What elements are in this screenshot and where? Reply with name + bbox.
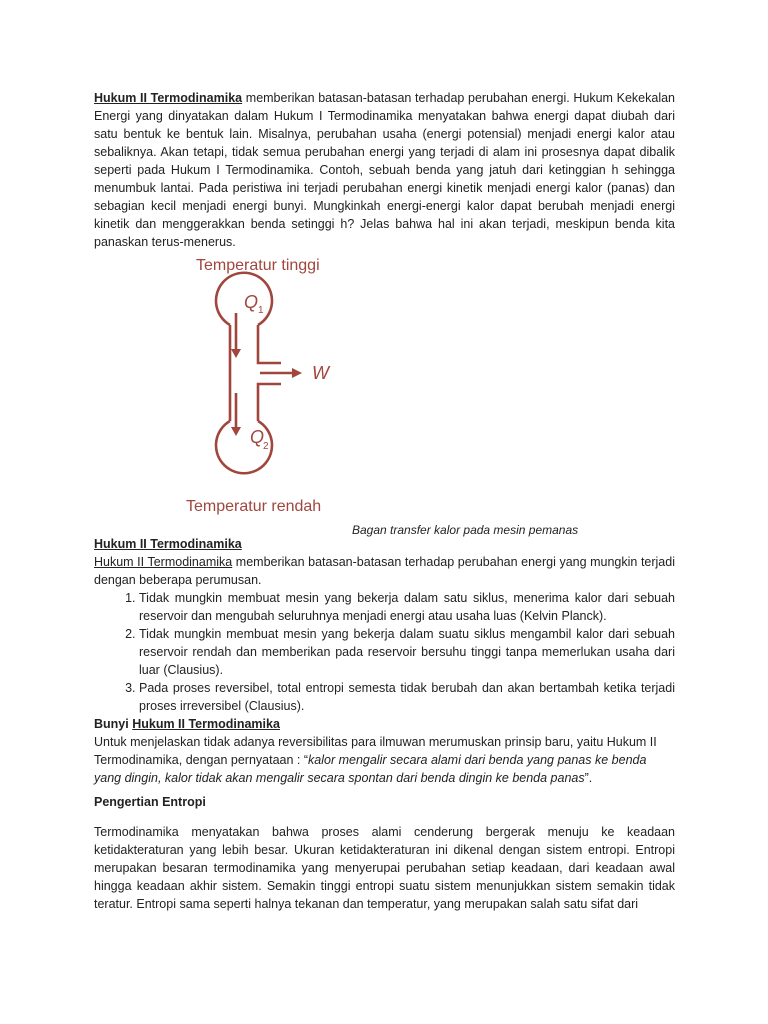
section3-heading: Pengertian Entropi [94, 795, 206, 809]
pipe-right-lower [258, 384, 281, 421]
intro-text: memberikan batasan-batasan terhadap perubahan energi. Hukum Kekekalan Energi yang dinyatakan dalam Hukum I Termodinamika menyatakan bahwa energi dapat diubah dari satu bentuk ke bentuk lain. Misalnya, perubahan usaha (energi potensial) menjadi energi kalor atau sebaliknya. Akan tetapi, tidak semua perubahan energi yang terjadi di alam ini prosesnya dapat dibalik seperti pada Hukum I Termodinamika. Contoh, sebuah benda yang jatuh dari ketinggian h sehingga menumbuk lantai. Pada peristiwa ini terjadi perubahan energi kinetik menjadi energi kalor (panas) dan sebagian kecil menjadi energi bunyi. Mungkinkah energi-energi kalor dapat berubah menjadi energi kinetik dan menggerakkan benda setinggi h? Jelas bahwa hal ini akan terjadi, meskipun benda kita panaskan terus-menerus. [94, 91, 675, 249]
intro-paragraph [94, 89, 675, 251]
section1-link[interactable]: Hukum II Termodinamika [94, 555, 233, 569]
pipe-right-upper [258, 325, 281, 363]
section1-list [94, 589, 675, 715]
q1-label: Q [244, 292, 259, 312]
section1-heading[interactable]: Hukum II Termodinamika [94, 537, 242, 551]
section2-heading [94, 715, 675, 733]
q2-label: Q [250, 427, 265, 447]
diagram-caption: Bagan transfer kalor pada mesin pemanas [352, 523, 579, 537]
top-label: Temperatur tinggi [196, 257, 320, 274]
q2-sub: 2 [263, 441, 269, 452]
work-arrowhead-icon [292, 368, 302, 378]
section2-heading-link[interactable]: Hukum II Termodinamika [132, 717, 280, 731]
bottom-label: Temperatur rendah [186, 498, 322, 515]
section1-text: memberikan batasan-batasan terhadap perubahan energi yang mungkin terjadi dengan beberapa perumusan. [94, 555, 675, 587]
heat-engine-diagram [94, 253, 675, 535]
section3-paragraph: Termodinamika menyatakan bahwa proses alami cenderung bergerak menuju ke keadaan ketidakteraturan yang lebih besar. Ukuran ketidakteraturan ini dikenal dengan sistem entropi. Entropi merupakan besaran termodinamika yang menyerupai perubahan setiap keadaan, dari keadaan awal hingga keadaan akhir sistem. Semakin tinggi entropi suatu sistem menunjukkan sistem semakin tidak teratur. Entropi sama seperti halnya tekanan dan temperatur, yang merupakan salah satu sifat dari [94, 825, 675, 911]
q2-arrowhead-icon [231, 427, 241, 436]
intro-link[interactable]: Hukum II Termodinamika [94, 91, 243, 105]
section2-end: ”. [584, 771, 593, 785]
list-item: 1. Tidak mungkin membuat mesin yang bekerja dalam satu siklus, menerima kalor dari sebuah reservoir dan mengubah seluruhnya menjadi energi atau usaha luas (Kelvin Planck). [139, 589, 675, 625]
work-label: W [312, 363, 329, 383]
section2-paragraph [94, 733, 675, 787]
q1-sub: 1 [258, 305, 264, 316]
list-item: 3. Pada proses reversibel, total entropi semesta tidak berubah dan akan bertambah ketika terjadi proses irreversibel (Clausius). [139, 679, 675, 715]
q1-arrowhead-icon [231, 349, 241, 358]
heat-engine-svg [176, 253, 436, 518]
section2-text: Untuk menjelaskan tidak adanya reversibilitas para ilmuwan merumuskan prinsip baru, yaitu Hukum II Termodinamika, dengan pernyataan : “ [94, 735, 657, 767]
document-page [94, 89, 675, 913]
section2-quote: kalor mengalir secara alami dari benda yang panas ke benda yang dingin, kalor tidak akan mengalir secara spontan dari benda dingin ke benda panas [94, 753, 647, 785]
section2-heading-prefix: Bunyi [94, 717, 133, 731]
section1-paragraph [94, 553, 675, 589]
list-item: 2. Tidak mungkin membuat mesin yang bekerja dalam suatu siklus mengambil kalor dari sebuah reservoir rendah dan memberikan pada reservoir bersuhu tinggi tanpa memerlukan usaha dari luar (Clausius). [139, 625, 675, 679]
